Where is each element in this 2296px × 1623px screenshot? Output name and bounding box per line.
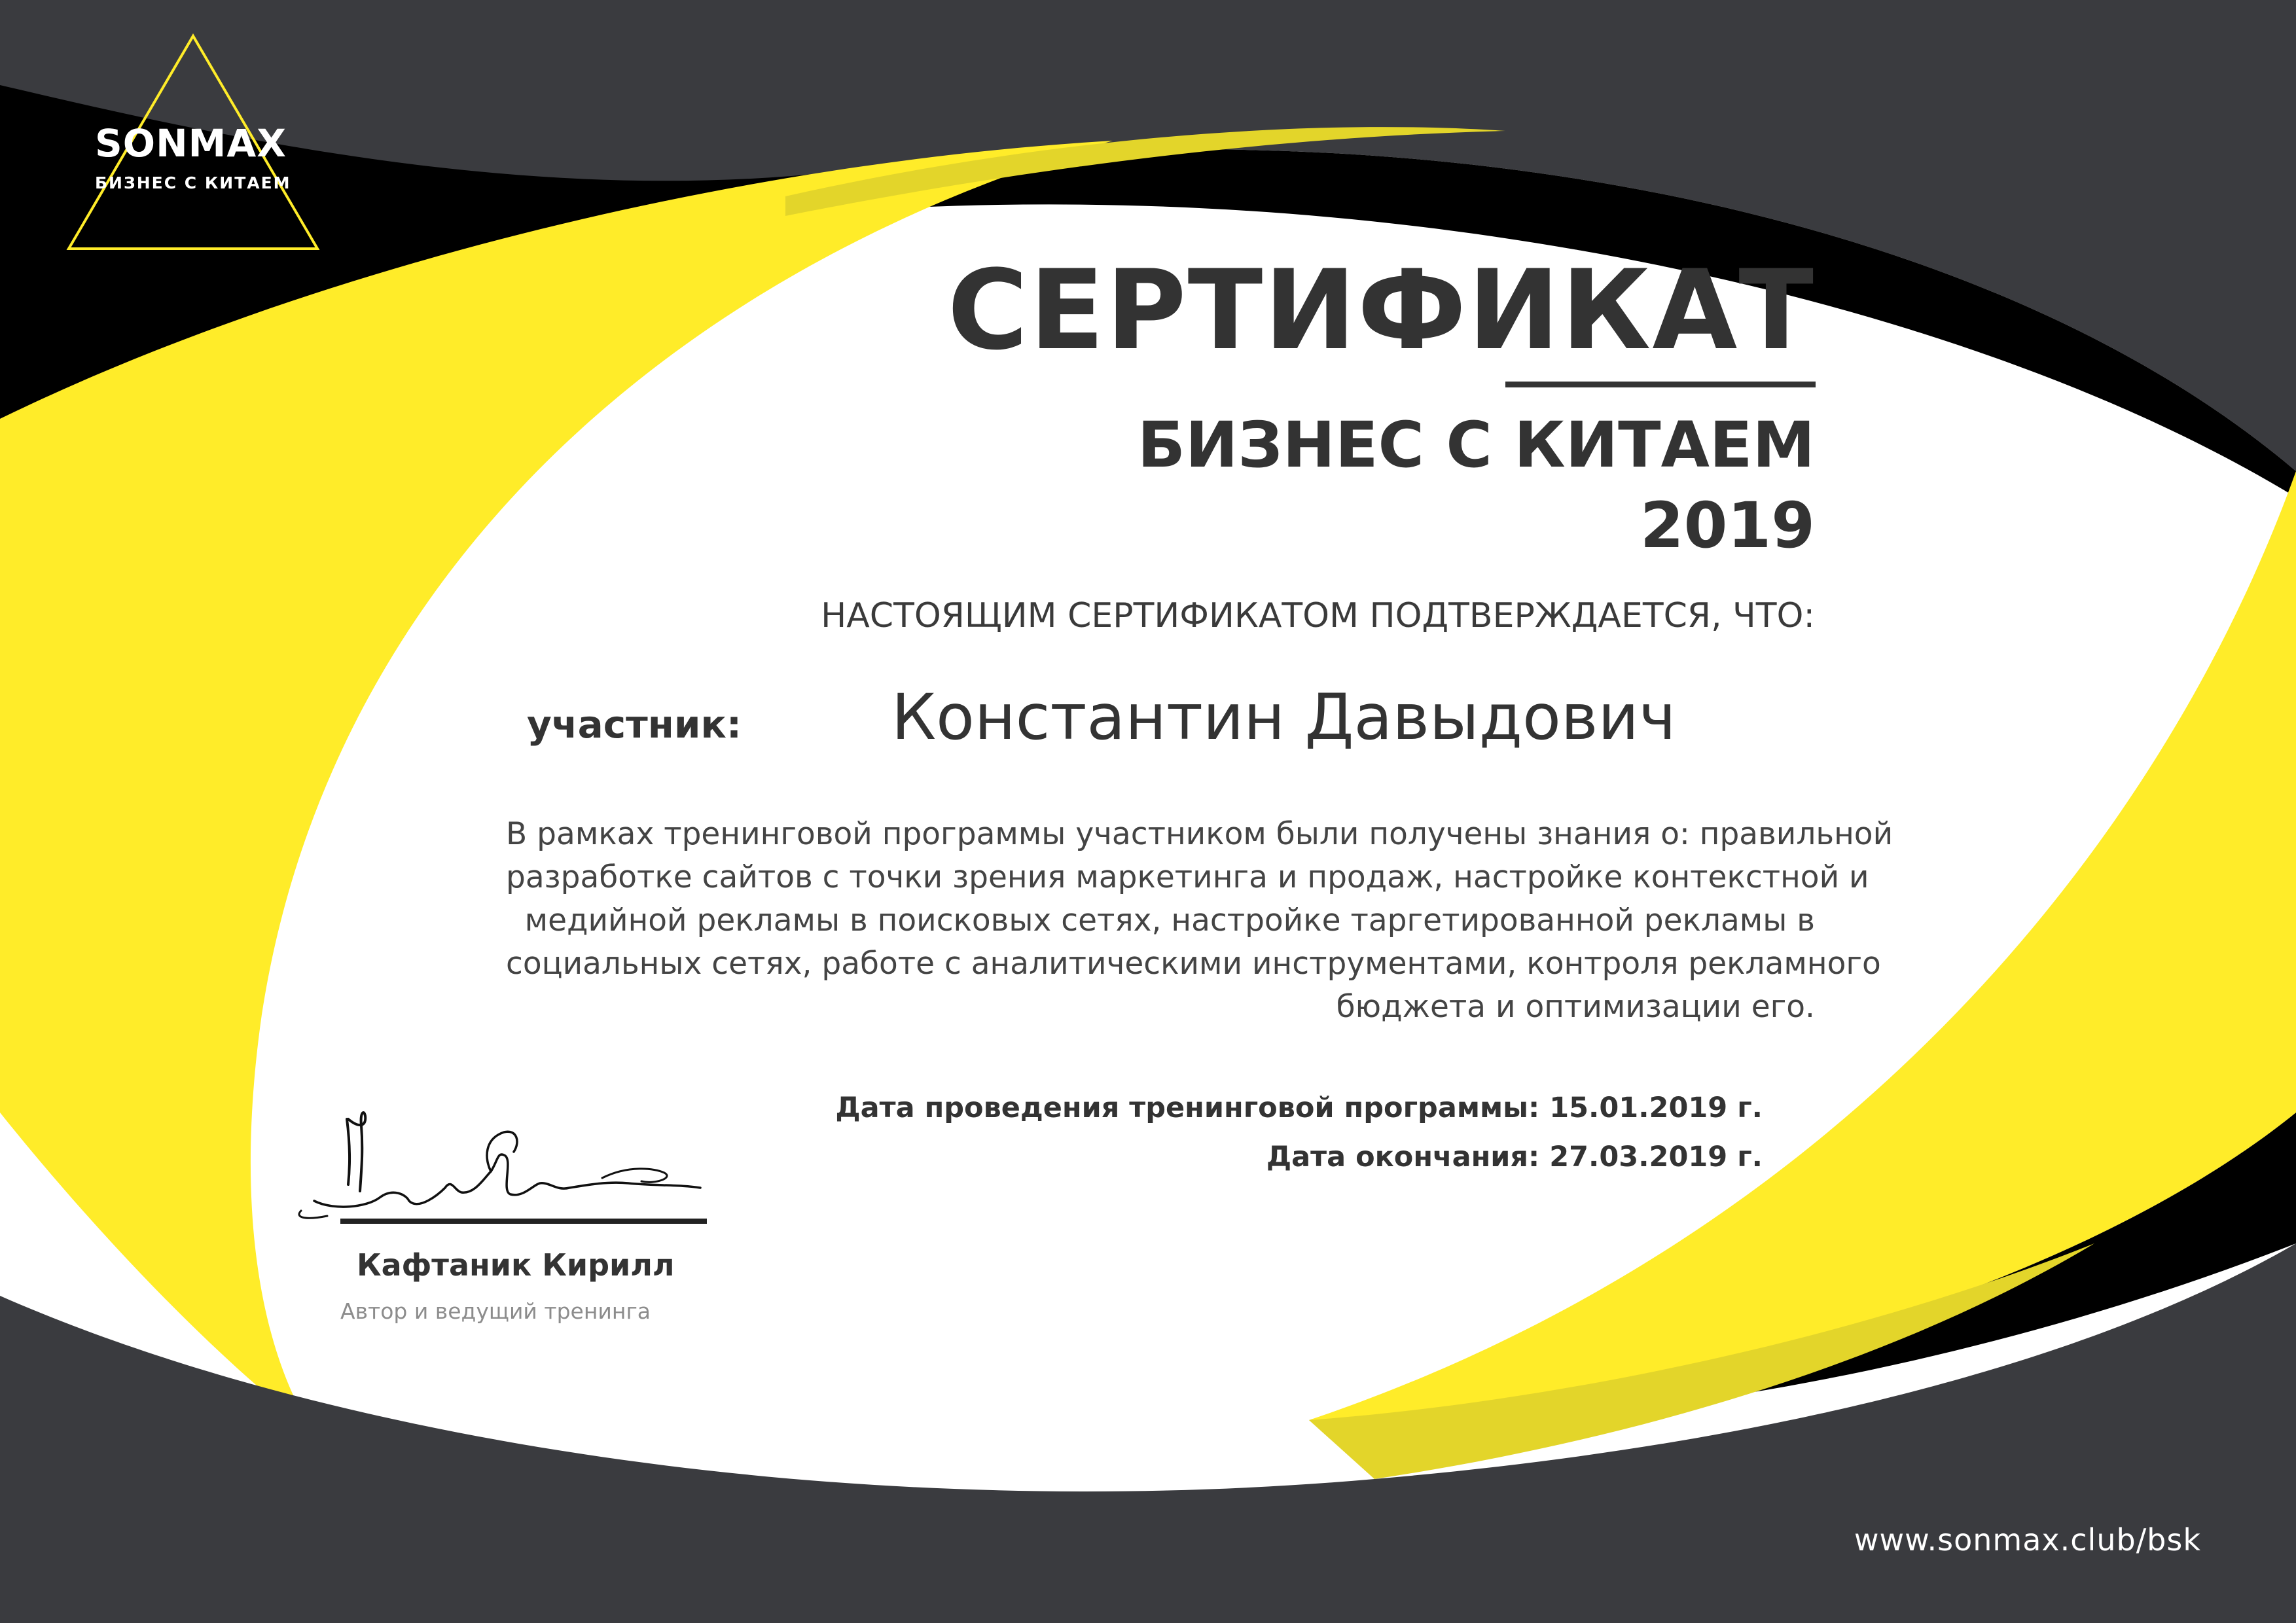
confirmation-text: НАСТОЯЩИМ СЕРТИФИКАТОМ ПОДТВЕРЖДАЕТСЯ, ЧТО: — [821, 596, 1815, 635]
logo-tagline: БИЗНЕС С КИТАЕМ — [95, 173, 291, 192]
title-underline — [1505, 382, 1816, 387]
footer-url: www.sonmax.club/bsk — [1854, 1522, 2201, 1558]
participant-name: Константин Давыдович — [891, 681, 1676, 754]
description-line: медийной рекламы в поисковых сетях, настройке таргетированной рекламы в — [524, 902, 1815, 938]
certificate-title: СЕРТИФИКАТ — [947, 246, 1815, 374]
program-end-date: Дата окончания: 27.03.2019 г. — [1266, 1141, 1763, 1173]
signer-name: Кафтаник Кирилл — [357, 1247, 675, 1283]
certificate-subtitle: БИЗНЕС С КИТАЕМ — [1137, 408, 1815, 482]
signature-image — [288, 1080, 733, 1237]
description-line: разработке сайтов с точки зрения маркетинга и продаж, настройке контекстной и — [506, 859, 1869, 895]
program-start-date: Дата проведения тренинговой программы: 15.01.2019 г. — [835, 1092, 1763, 1124]
certificate-year: 2019 — [1640, 489, 1815, 562]
participant-label: участник: — [527, 702, 742, 747]
signer-role: Автор и ведущий тренинга — [340, 1298, 651, 1324]
logo-name: SONMAX — [95, 121, 287, 166]
description-line: В рамках тренинговой программы участником были получены знания о: правильной — [506, 816, 1893, 852]
description-line: социальных сетях, работе с аналитическими инструментами, контроля рекламного — [506, 946, 1881, 982]
description-line: бюджета и оптимизации его. — [1336, 989, 1815, 1025]
program-description — [506, 813, 1893, 1029]
